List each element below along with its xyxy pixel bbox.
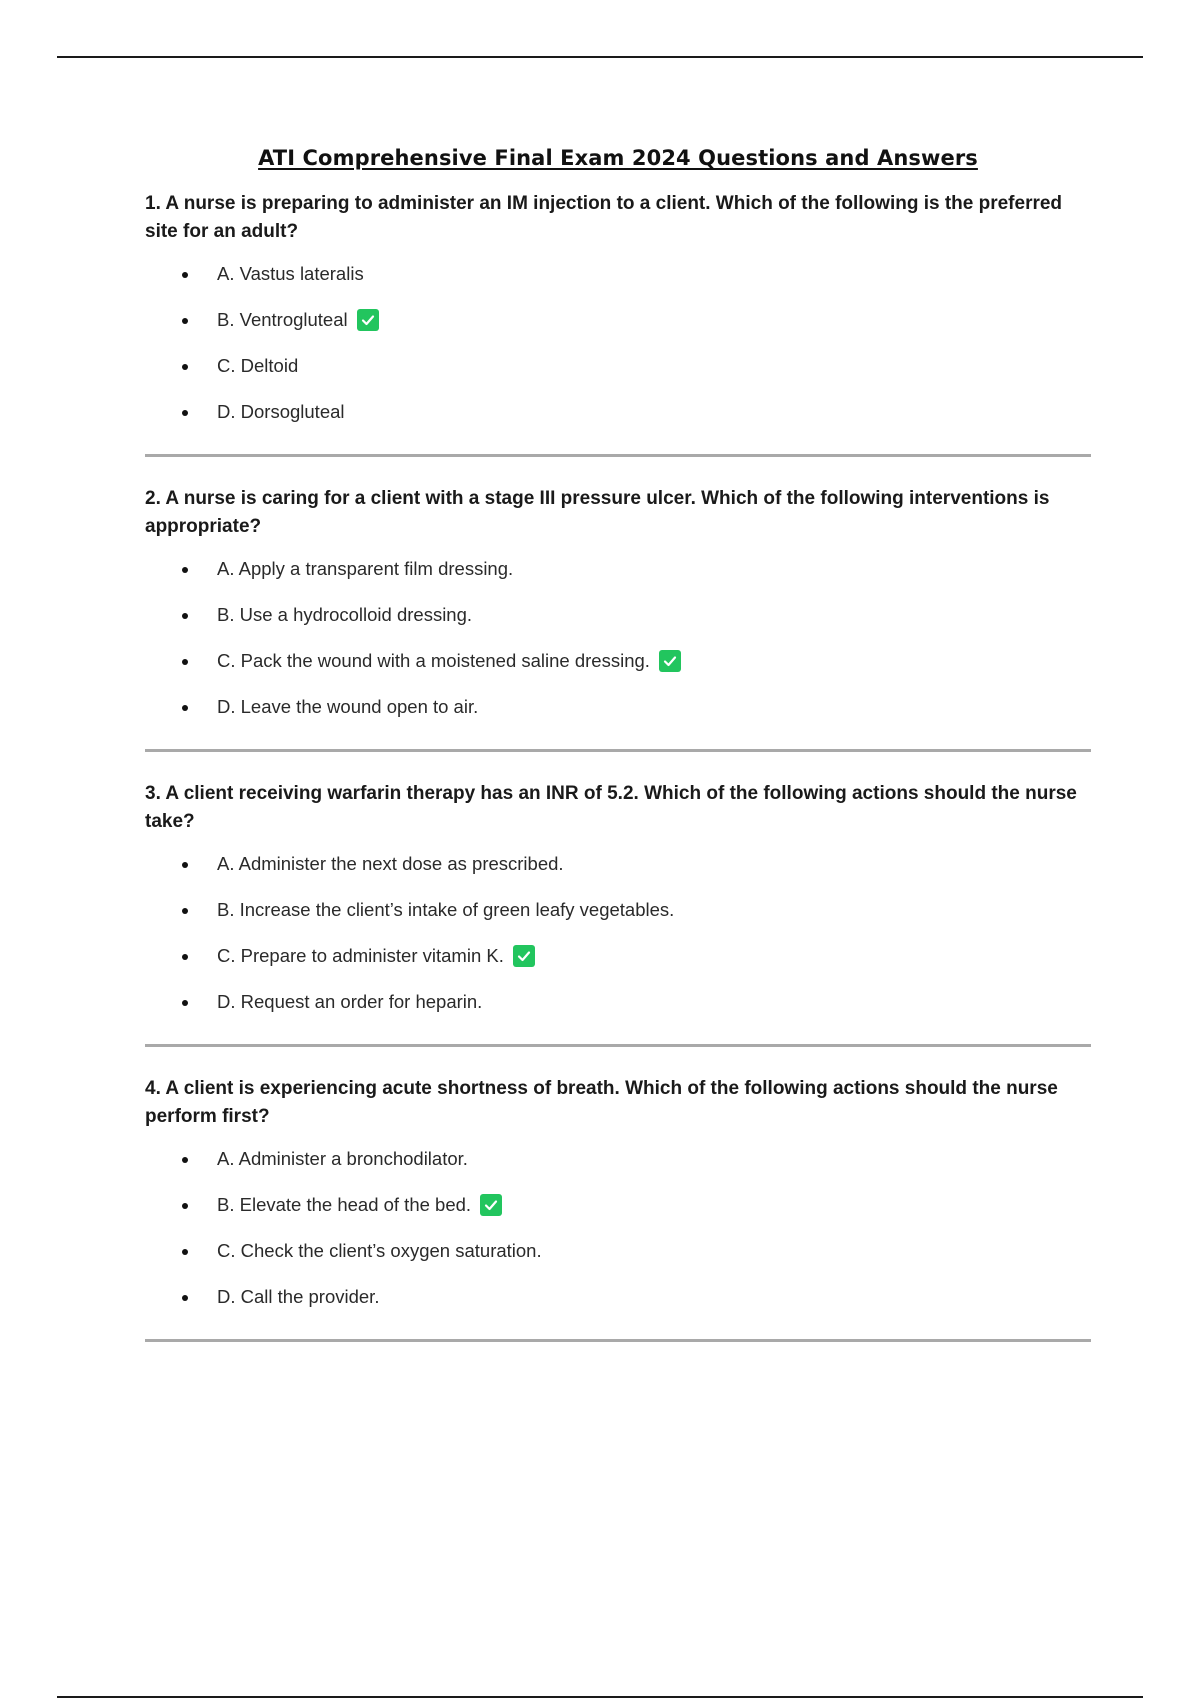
- question-3: [145, 780, 1091, 1016]
- question-divider: [145, 1044, 1091, 1047]
- question-4: [145, 1075, 1091, 1311]
- question-divider: [145, 1339, 1091, 1342]
- question-text: 3. A client receiving warfarin therapy has an INR of 5.2. Which of the following actions should the nurse take?: [145, 783, 1077, 832]
- option-c: [145, 1237, 1091, 1265]
- bullet-icon: [182, 1000, 188, 1006]
- bullet-icon: [182, 1295, 188, 1301]
- question-text: 1. A nurse is preparing to administer an IM injection to a client. Which of the following is the preferred site for an adult?: [145, 193, 1063, 242]
- question-divider: [145, 454, 1091, 457]
- option-label: A. Vastus lateralis: [217, 263, 364, 284]
- bullet-icon: [182, 410, 188, 416]
- option-d: [145, 398, 1091, 426]
- option-label: C. Deltoid: [217, 355, 299, 376]
- option-c: [145, 647, 1091, 675]
- question-text: 2. A nurse is caring for a client with a stage III pressure ulcer. Which of the following interventions is appropriate?: [145, 488, 1050, 537]
- bullet-icon: [182, 705, 188, 711]
- option-label: C. Check the client’s oxygen saturation.: [217, 1240, 542, 1261]
- option-d: [145, 1283, 1091, 1311]
- option-label: D. Leave the wound open to air.: [217, 696, 479, 717]
- check-icon: [480, 1194, 502, 1216]
- bullet-icon: [182, 1157, 188, 1163]
- question-divider: [145, 749, 1091, 752]
- bullet-icon: [182, 364, 188, 370]
- question-2: [145, 485, 1091, 721]
- bullet-icon: [182, 567, 188, 573]
- option-a: [145, 260, 1091, 288]
- option-label: B. Elevate the head of the bed.: [217, 1194, 472, 1215]
- bullet-icon: [182, 862, 188, 868]
- bullet-icon: [182, 318, 188, 324]
- question-text: 4. A client is experiencing acute shortness of breath. Which of the following actions should the nurse perform first?: [145, 1078, 1058, 1127]
- bullet-icon: [182, 908, 188, 914]
- bullet-icon: [182, 613, 188, 619]
- option-d: [145, 693, 1091, 721]
- check-icon: [659, 650, 681, 672]
- option-c: [145, 352, 1091, 380]
- option-label: D. Call the provider.: [217, 1286, 380, 1307]
- option-label: D. Dorsogluteal: [217, 401, 345, 422]
- bullet-icon: [182, 272, 188, 278]
- option-label: B. Use a hydrocolloid dressing.: [217, 604, 473, 625]
- check-icon: [357, 309, 379, 331]
- bullet-icon: [182, 659, 188, 665]
- answer-options: [145, 1145, 1091, 1311]
- option-label: C. Prepare to administer vitamin K.: [217, 945, 504, 966]
- option-label: C. Pack the wound with a moistened saline dressing.: [217, 650, 650, 671]
- page-title: ATI Comprehensive Final Exam 2024 Questions and Answers: [258, 146, 978, 170]
- answer-options: [145, 850, 1091, 1016]
- option-b: [145, 1191, 1091, 1219]
- answer-options: [145, 555, 1091, 721]
- bullet-icon: [182, 1203, 188, 1209]
- option-a: [145, 1145, 1091, 1173]
- option-label: B. Increase the client’s intake of green leafy vegetables.: [217, 899, 675, 920]
- option-b: [145, 601, 1091, 629]
- option-label: D. Request an order for heparin.: [217, 991, 483, 1012]
- option-label: A. Apply a transparent film dressing.: [217, 558, 514, 579]
- option-d: [145, 988, 1091, 1016]
- answer-options: [145, 260, 1091, 426]
- option-b: [145, 896, 1091, 924]
- option-label: A. Administer the next dose as prescribed.: [217, 853, 564, 874]
- check-icon: [513, 945, 535, 967]
- option-c: [145, 942, 1091, 970]
- bullet-icon: [182, 954, 188, 960]
- bottom-page-rule: [57, 1696, 1143, 1698]
- option-label: A. Administer a bronchodilator.: [217, 1148, 468, 1169]
- bullet-icon: [182, 1249, 188, 1255]
- top-page-rule: [57, 56, 1143, 58]
- option-label: B. Ventrogluteal: [217, 309, 348, 330]
- document-body: [145, 146, 1091, 1370]
- question-1: [145, 190, 1091, 426]
- option-b: [145, 306, 1091, 334]
- option-a: [145, 850, 1091, 878]
- option-a: [145, 555, 1091, 583]
